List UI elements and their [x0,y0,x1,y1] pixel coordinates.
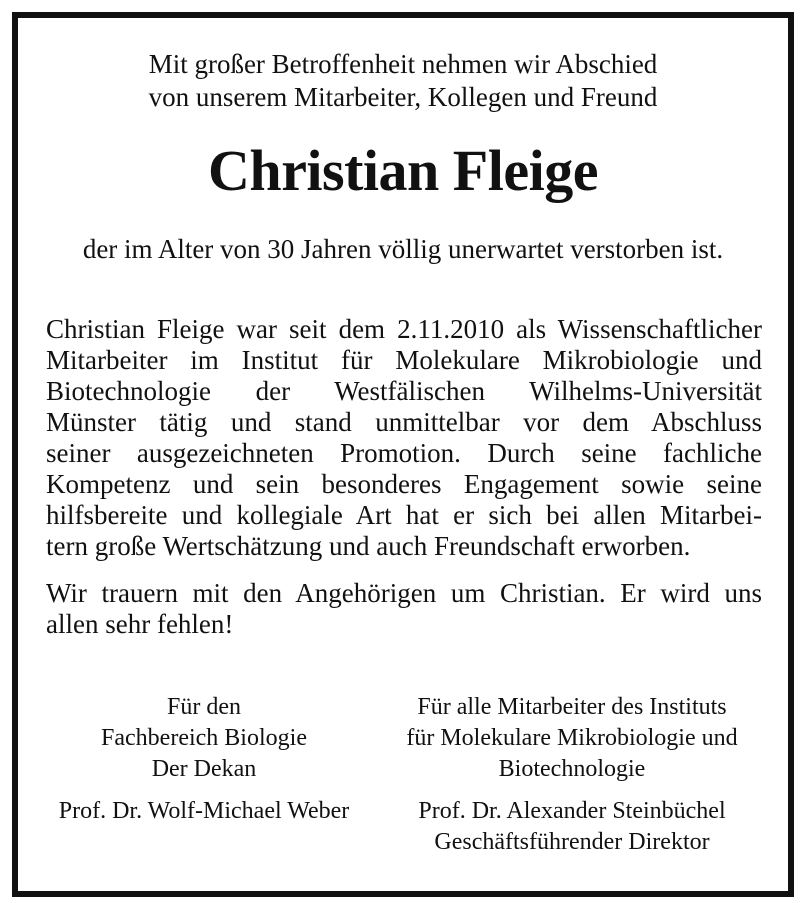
tribute-line: seiner ausgezeichneten Promotion. Durch seine fachliche [46,438,762,468]
tribute-paragraph [46,314,762,562]
signature-left-line: Der Dekan [151,756,257,782]
closing-paragraph [46,578,762,640]
signature-block-right [382,692,762,785]
signature-left-line: Für den [167,694,241,720]
signature-right-line: Biotechnologie [498,756,646,782]
signature-right-line: für Molekulare Mikrobiologie und [406,725,738,751]
signatory-right-role: Geschäftsführender Direktor [434,829,710,855]
intro-text [24,48,782,114]
obituary-content [24,24,782,885]
age-statement: der im Alter von 30 Jahren völlig unerwartet verstorben ist. [82,234,724,264]
tribute-line: Kompetenz und sein besonderes Engagement sowie seine [46,469,762,499]
signature-right-line: Für alle Mitarbeiter des Instituts [417,694,727,720]
closing-line: Wir trauern mit den Angehörigen um Christian. Er wird uns [46,578,762,608]
tribute-line: Biotechnologie der Westfälischen Wilhelms-Universität [46,376,762,406]
tribute-line: tern große Wertschätzung und auch Freundschaft erworben. [46,531,691,561]
tribute-line: hilfsbereite und kollegiale Art hat er sich bei allen Mitarbei- [46,500,762,530]
signatory-left-name: Prof. Dr. Wolf-Michael Weber [58,798,350,824]
signatory-right-name: Prof. Dr. Alexander Steinbüchel [418,798,726,824]
closing-line: allen sehr fehlen! [46,609,234,639]
tribute-line: Mitarbeiter im Institut für Molekulare Mikrobiologie und [46,345,762,375]
deceased-name: Christian Fleige [208,138,598,203]
obituary-frame [12,12,794,897]
signature-left-line: Fachbereich Biologie [101,725,307,751]
signature-block-left [34,692,374,785]
intro-line: von unserem Mitarbeiter, Kollegen und Freund [148,82,658,112]
intro-line: Mit großer Betroffenheit nehmen wir Abschied [148,49,658,79]
tribute-line: Münster tätig und stand unmittelbar vor dem Abschluss [46,407,762,437]
tribute-line: Christian Fleige war seit dem 2.11.2010 als Wissenschaftlicher [46,314,762,344]
